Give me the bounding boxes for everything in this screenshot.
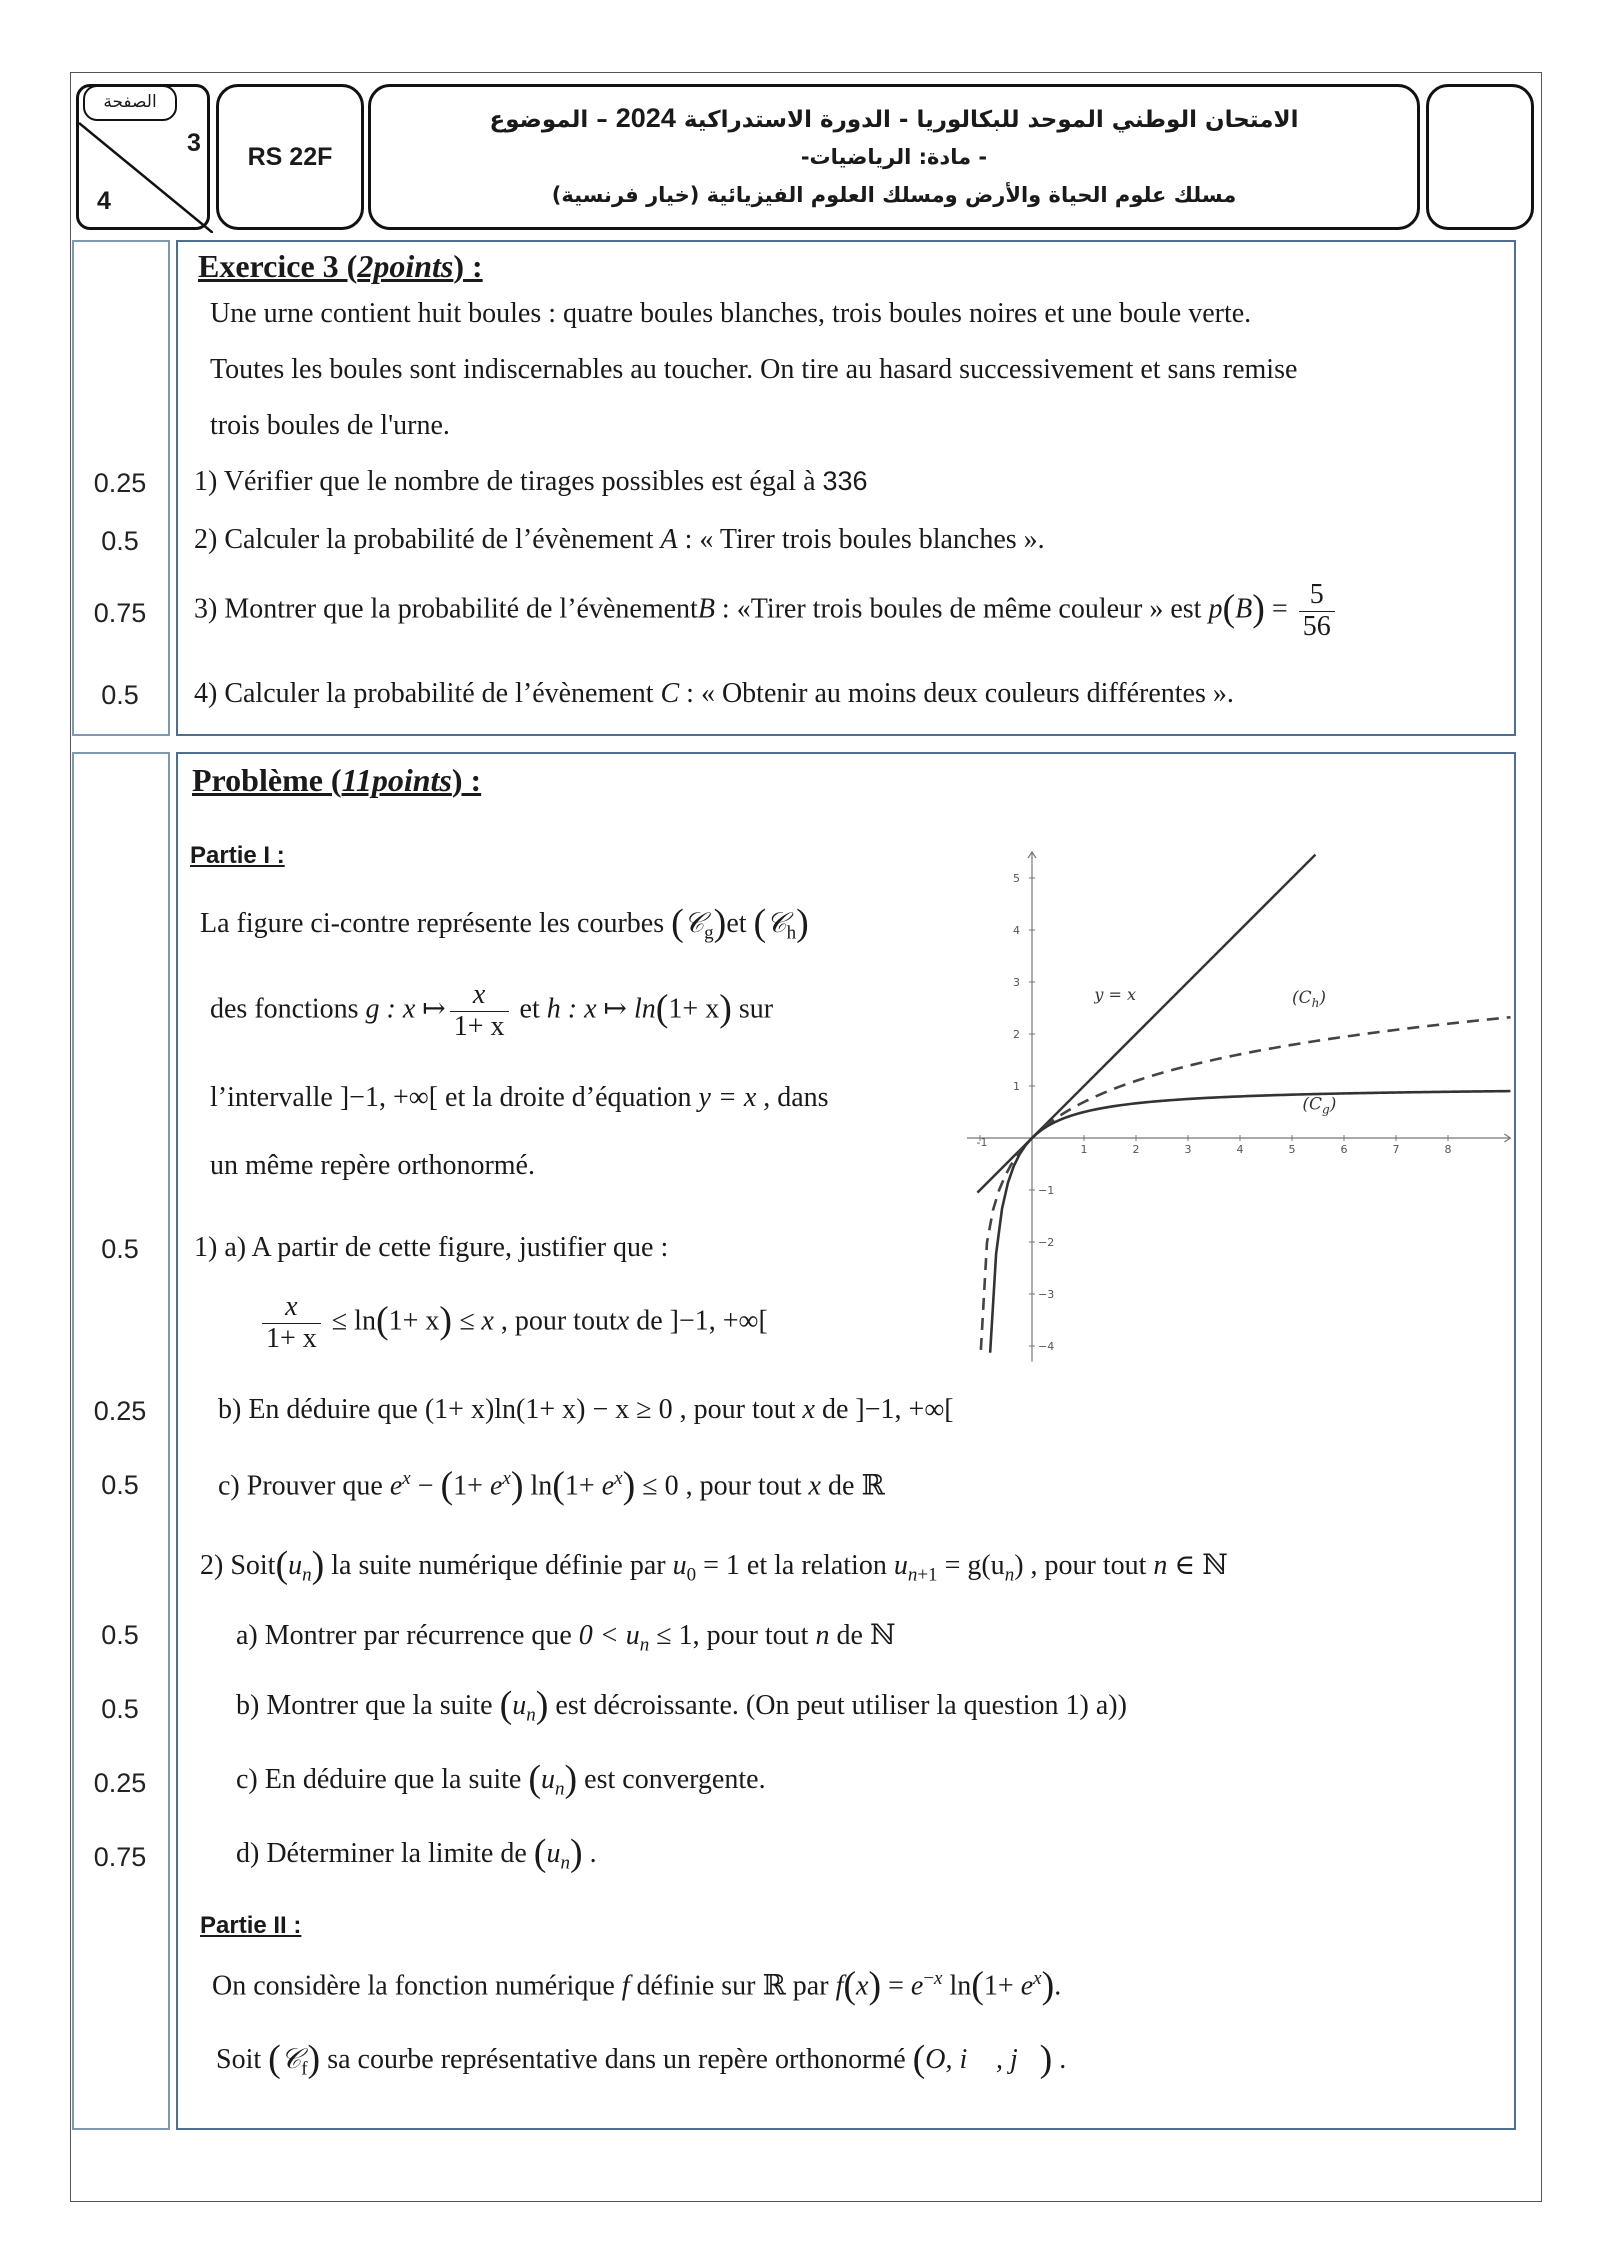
exam-subject-tag: – الموضوع (489, 107, 608, 133)
points-value: 0.25 (93, 468, 147, 498)
x-tick-label: 5 (1288, 1143, 1296, 1156)
part2-label: Partie II : (200, 1912, 302, 1939)
x-tick-label: 6 (1340, 1143, 1348, 1156)
page-number-box (76, 84, 210, 230)
page-label: الصفحة (83, 85, 177, 121)
points-value: 0.5 (101, 1694, 139, 1724)
curve-cg (990, 1091, 1510, 1353)
points-value: 0.25 (93, 1768, 147, 1798)
points-value: 0.25 (93, 1396, 147, 1426)
probability-fraction: $\frac{5}{56}$ (1299, 580, 1335, 643)
part1-intro-3: l’intervalle ]−1, +∞[ et la droite d’équation y = x , dans (210, 1082, 829, 1113)
points-value: 0.75 (93, 1842, 147, 1872)
exam-code: RS 22F (216, 84, 364, 230)
label-line: y = x (1094, 985, 1137, 1005)
part2-line-1: On considère la fonction numérique f définie sur ℝ par $f(x) = e^{-x}$ $\ln(1+ e^x)$. (212, 1964, 1062, 2007)
x-tick-label: 4 (1236, 1143, 1244, 1156)
question-1c: c) Prouver que $e^x - (1+ e^x)$ $\ln(1+ e^x) \le 0$ , pour tout x de ℝ (218, 1464, 885, 1507)
y-tick-label: 4 (1013, 924, 1020, 937)
exercise3-question-2: 2) Calculer la probabilité de l’évènement A : « Tirer trois boules blanches ». (194, 524, 1045, 555)
question-2b: b) Montrer que la suite $(u_n)$ est décroissante. (On peut utiliser la question 1) a)) (236, 1684, 1127, 1726)
label-ch: $(C_h)$ (1292, 987, 1327, 1010)
problem-title: Problème (11points) : (192, 762, 482, 798)
x-tick-label: -1 (976, 1136, 988, 1149)
exercise3-intro-3: trois boules de l'urne. (210, 410, 450, 441)
exercise3-intro-1: Une urne contient huit boules : quatre boules blanches, trois boules noires et une boule verte. (210, 298, 1252, 329)
exam-session: الامتحان الوطني الموحد للبكالوريا - الدورة الاستدراكية (683, 107, 1299, 133)
y-tick-label: 3 (1013, 976, 1020, 989)
points-value: 0.5 (101, 1620, 139, 1650)
exercise3-intro-2: Toutes les boules sont indiscernables au toucher. On tire au hasard successivement et sans remise (210, 354, 1298, 385)
x-tick-label: 8 (1444, 1143, 1452, 1156)
exercise3-question-4: 4) Calculer la probabilité de l’évènement C : « Obtenir au moins deux couleurs différentes ». (194, 678, 1234, 709)
exercise3-question-3: 3) Montrer que la probabilité de l’évènementB : «Tirer trois boules de même couleur » est p(B) = $\frac{5}{56}$ (194, 580, 1339, 643)
y-tick-label: −3 (1038, 1288, 1055, 1301)
part1-intro-2: des fonctions g : x ↦ $\frac{x}{1+ x}$ et h : x ↦ ln(1+ x) sur (210, 979, 774, 1042)
part1-intro-1: La figure ci-contre représente les courbes (𝒞$_g$)et (𝒞$_h$) (200, 902, 809, 944)
exam-track: مسلك علوم الحياة والأرض ومسلك العلوم الفيزيائية (خيار فرنسية) (551, 183, 1237, 207)
y-tick-label: −4 (1038, 1340, 1055, 1353)
axes (967, 852, 1510, 1362)
points-value: 0.5 (101, 1234, 139, 1264)
page-total: 4 (97, 187, 111, 215)
x-tick-label: 2 (1132, 1143, 1140, 1156)
label-cg: $(C_g)$ (1302, 1094, 1337, 1117)
y-tick-label: −2 (1038, 1236, 1055, 1249)
y-tick-label: 5 (1013, 872, 1020, 885)
points-value: 0.5 (101, 680, 139, 710)
y-tick-label: 2 (1013, 1028, 1020, 1041)
x-tick-label: 7 (1392, 1143, 1400, 1156)
points-value: 0.75 (93, 598, 147, 628)
points-value: 0.5 (101, 1470, 139, 1500)
exercise3-title: Exercice 3 (2points) : (198, 248, 483, 284)
exam-title-line1 (371, 103, 1417, 134)
x-tick-label: 1 (1080, 1143, 1088, 1156)
points-value: 0.5 (101, 526, 139, 556)
page-number: 3 (187, 129, 201, 157)
part2-line-2: Soit (𝒞$_f$) sa courbe représentative dans un repère orthonormé (O, i⃗ , j⃗) . (216, 2038, 1067, 2080)
exam-year: 2024 (615, 103, 676, 133)
question-2d: d) Déterminer la limite de $(u_n)$ . (236, 1832, 597, 1874)
y-tick-label: 1 (1013, 1080, 1020, 1093)
part1-label: Partie I : (190, 842, 285, 869)
exercise3-question-1: 1) Vérifier que le nombre de tirages possibles est égal à 336 (194, 466, 868, 497)
y-tick-label: −1 (1038, 1184, 1055, 1197)
empty-header-box (1426, 84, 1534, 230)
question-1a: 1) a) A partir de cette figure, justifier que : (194, 1232, 669, 1263)
question-2: 2) $Soit(u_n)$ la suite numérique définie par $u_0 = 1$ et la relation $u_{n+1} = g(u_n)$ , pour tout n ∈ ℕ (200, 1544, 1228, 1586)
part1-intro-4: un même repère orthonormé. (210, 1150, 535, 1181)
x-tick-label: 3 (1184, 1143, 1192, 1156)
curves-figure (960, 848, 1520, 1368)
question-1a-inequality: $\frac{x}{1+ x}$ ≤ ln(1+ x) ≤ x , pour toutx de ]−1, +∞[ (258, 1292, 768, 1355)
question-1b: b) En déduire que (1+ x)ln(1+ x) − x ≥ 0 , pour tout x de ]−1, +∞[ (218, 1394, 954, 1425)
exam-title-box (368, 84, 1420, 230)
question-2a: a) Montrer par récurrence que $0 < u_n \le 1$, pour tout n de ℕ (236, 1618, 896, 1656)
question-2c: c) En déduire que la suite $(u_n)$ est convergente. (236, 1758, 766, 1800)
exam-subject: - مادة: الرياضيات- (800, 145, 988, 169)
axis-ticks (977, 872, 1452, 1353)
curve-ch (981, 1017, 1511, 1350)
points-column (72, 752, 170, 2130)
